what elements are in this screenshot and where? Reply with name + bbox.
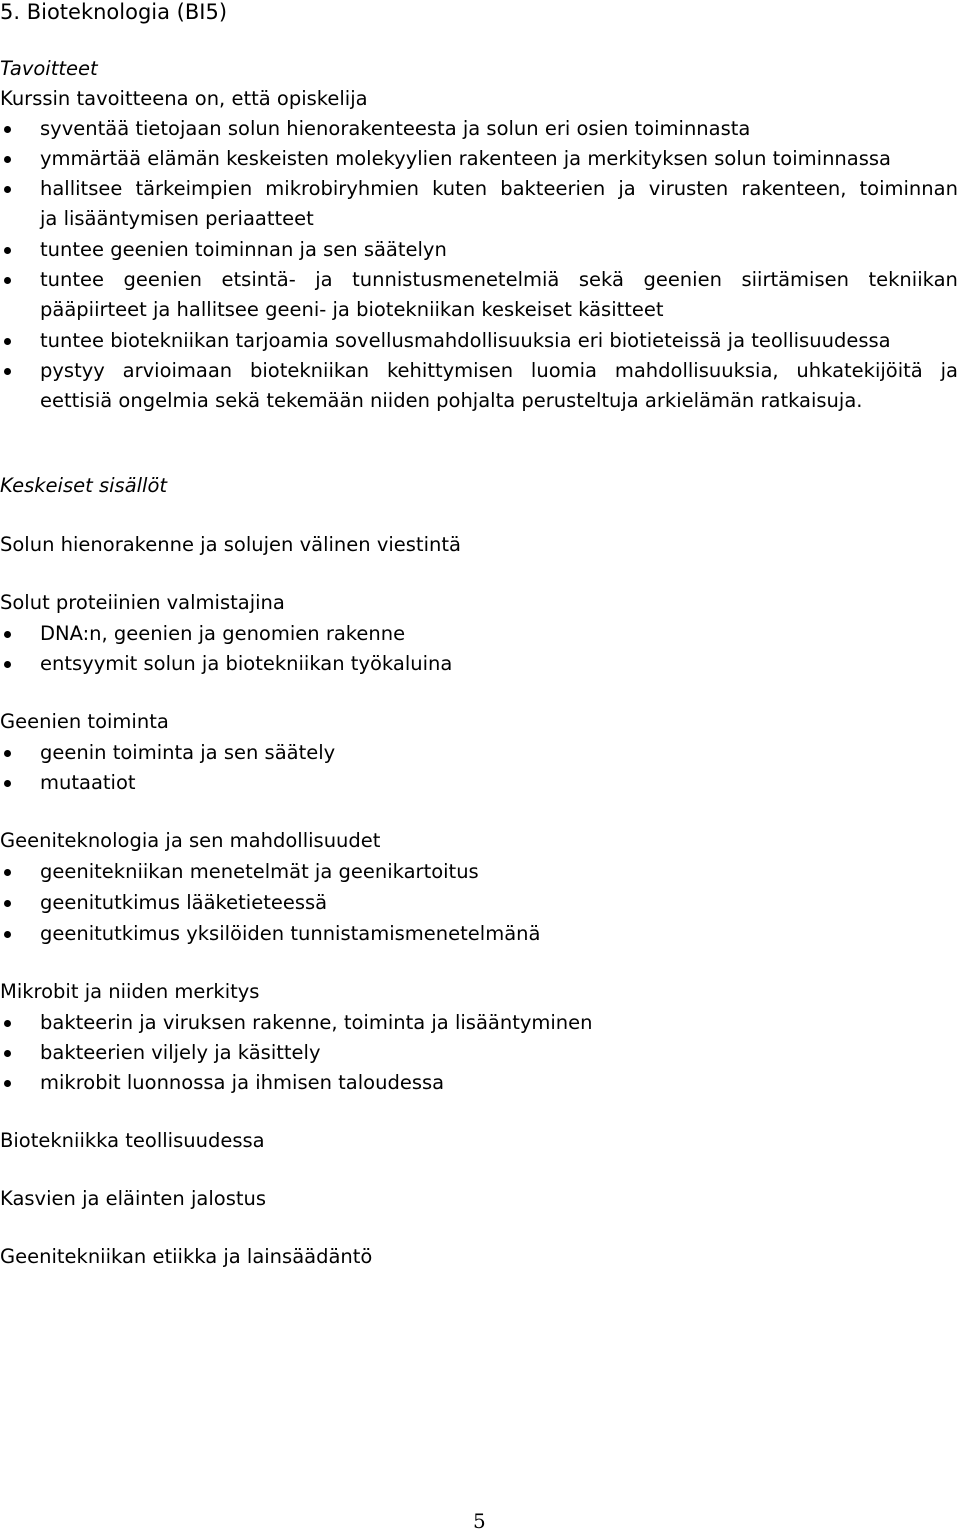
page-title: 5. Bioteknologia (BI5) xyxy=(0,0,228,24)
list-item-text: pystyy arvioimaan biotekniikan kehittymisen luomia mahdollisuuksia, uhkatekijöitä ja xyxy=(40,359,958,382)
list-item-text: hallitsee tärkeimpien mikrobiryhmien kuten bakteerien ja virusten rakenteen, toiminnan xyxy=(40,177,958,200)
section-title: Geenien toiminta xyxy=(0,710,169,733)
list-item-text: syventää tietojaan solun hienorakenteesta ja solun eri osien toiminnasta xyxy=(40,117,751,140)
bullet-icon xyxy=(4,869,11,876)
bullet-icon xyxy=(4,780,11,787)
list-item: mikrobit luonnossa ja ihmisen taloudessa xyxy=(40,1071,445,1094)
bullet-icon xyxy=(4,1020,11,1027)
list-item: geenitutkimus yksilöiden tunnistamismenetelmänä xyxy=(40,922,541,945)
bullet-icon xyxy=(4,156,11,163)
list-item: DNA:n, geenien ja genomien rakenne xyxy=(40,622,406,645)
section-title: Biotekniikka teollisuudessa xyxy=(0,1129,265,1152)
list-item-text-continued: pääpiirteet ja hallitsee geeni- ja biotekniikan keskeiset käsitteet xyxy=(40,298,664,321)
section-title: Mikrobit ja niiden merkitys xyxy=(0,980,260,1003)
goals-heading: Tavoitteet xyxy=(0,57,98,80)
list-item-text: ymmärtää elämän keskeisten molekyylien rakenteen ja merkityksen solun toiminnassa xyxy=(40,147,892,170)
list-item: bakteerin ja viruksen rakenne, toiminta ja lisääntyminen xyxy=(40,1011,593,1034)
bullet-icon xyxy=(4,631,11,638)
list-item: geenitutkimus lääketieteessä xyxy=(40,891,328,914)
list-item: entsyymit solun ja biotekniikan työkaluina xyxy=(40,652,453,675)
list-item-text: tuntee biotekniikan tarjoamia sovellusmahdollisuuksia eri biotieteissä ja teollisuudessa xyxy=(40,329,891,352)
section-title: Kasvien ja eläinten jalostus xyxy=(0,1187,267,1210)
list-item-text: tuntee geenien etsintä- ja tunnistusmenetelmiä sekä geenien siirtämisen tekniikan xyxy=(40,268,958,291)
bullet-icon xyxy=(4,750,11,757)
bullet-icon xyxy=(4,126,11,133)
section-title: Geeniteknologia ja sen mahdollisuudet xyxy=(0,829,381,852)
list-item: mutaatiot xyxy=(40,771,136,794)
list-item-text-continued: ja lisääntymisen periaatteet xyxy=(40,207,314,230)
bullet-icon xyxy=(4,186,11,193)
bullet-icon xyxy=(4,931,11,938)
list-item: geenin toiminta ja sen säätely xyxy=(40,741,336,764)
bullet-icon xyxy=(4,1080,11,1087)
page-number: 5 xyxy=(473,1509,486,1533)
section-title: Solut proteiinien valmistajina xyxy=(0,591,285,614)
list-item-text-continued: eettisiä ongelmia sekä tekemään niiden pohjalta perusteltuja arkielämän ratkaisuja. xyxy=(40,389,863,412)
bullet-icon xyxy=(4,661,11,668)
goals-intro: Kurssin tavoitteena on, että opiskelija xyxy=(0,87,368,110)
contents-heading: Keskeiset sisällöt xyxy=(0,474,168,497)
section-title: Geenitekniikan etiikka ja lainsäädäntö xyxy=(0,1245,373,1268)
bullet-icon xyxy=(4,277,11,284)
bullet-icon xyxy=(4,247,11,254)
bullet-icon xyxy=(4,1050,11,1057)
list-item-text: tuntee geenien toiminnan ja sen säätelyn xyxy=(40,238,447,261)
bullet-icon xyxy=(4,338,11,345)
list-item: bakteerien viljely ja käsittely xyxy=(40,1041,321,1064)
section-title: Solun hienorakenne ja solujen välinen viestintä xyxy=(0,533,461,556)
list-item: geenitekniikan menetelmät ja geenikartoitus xyxy=(40,860,479,883)
bullet-icon xyxy=(4,368,11,375)
bullet-icon xyxy=(4,900,11,907)
